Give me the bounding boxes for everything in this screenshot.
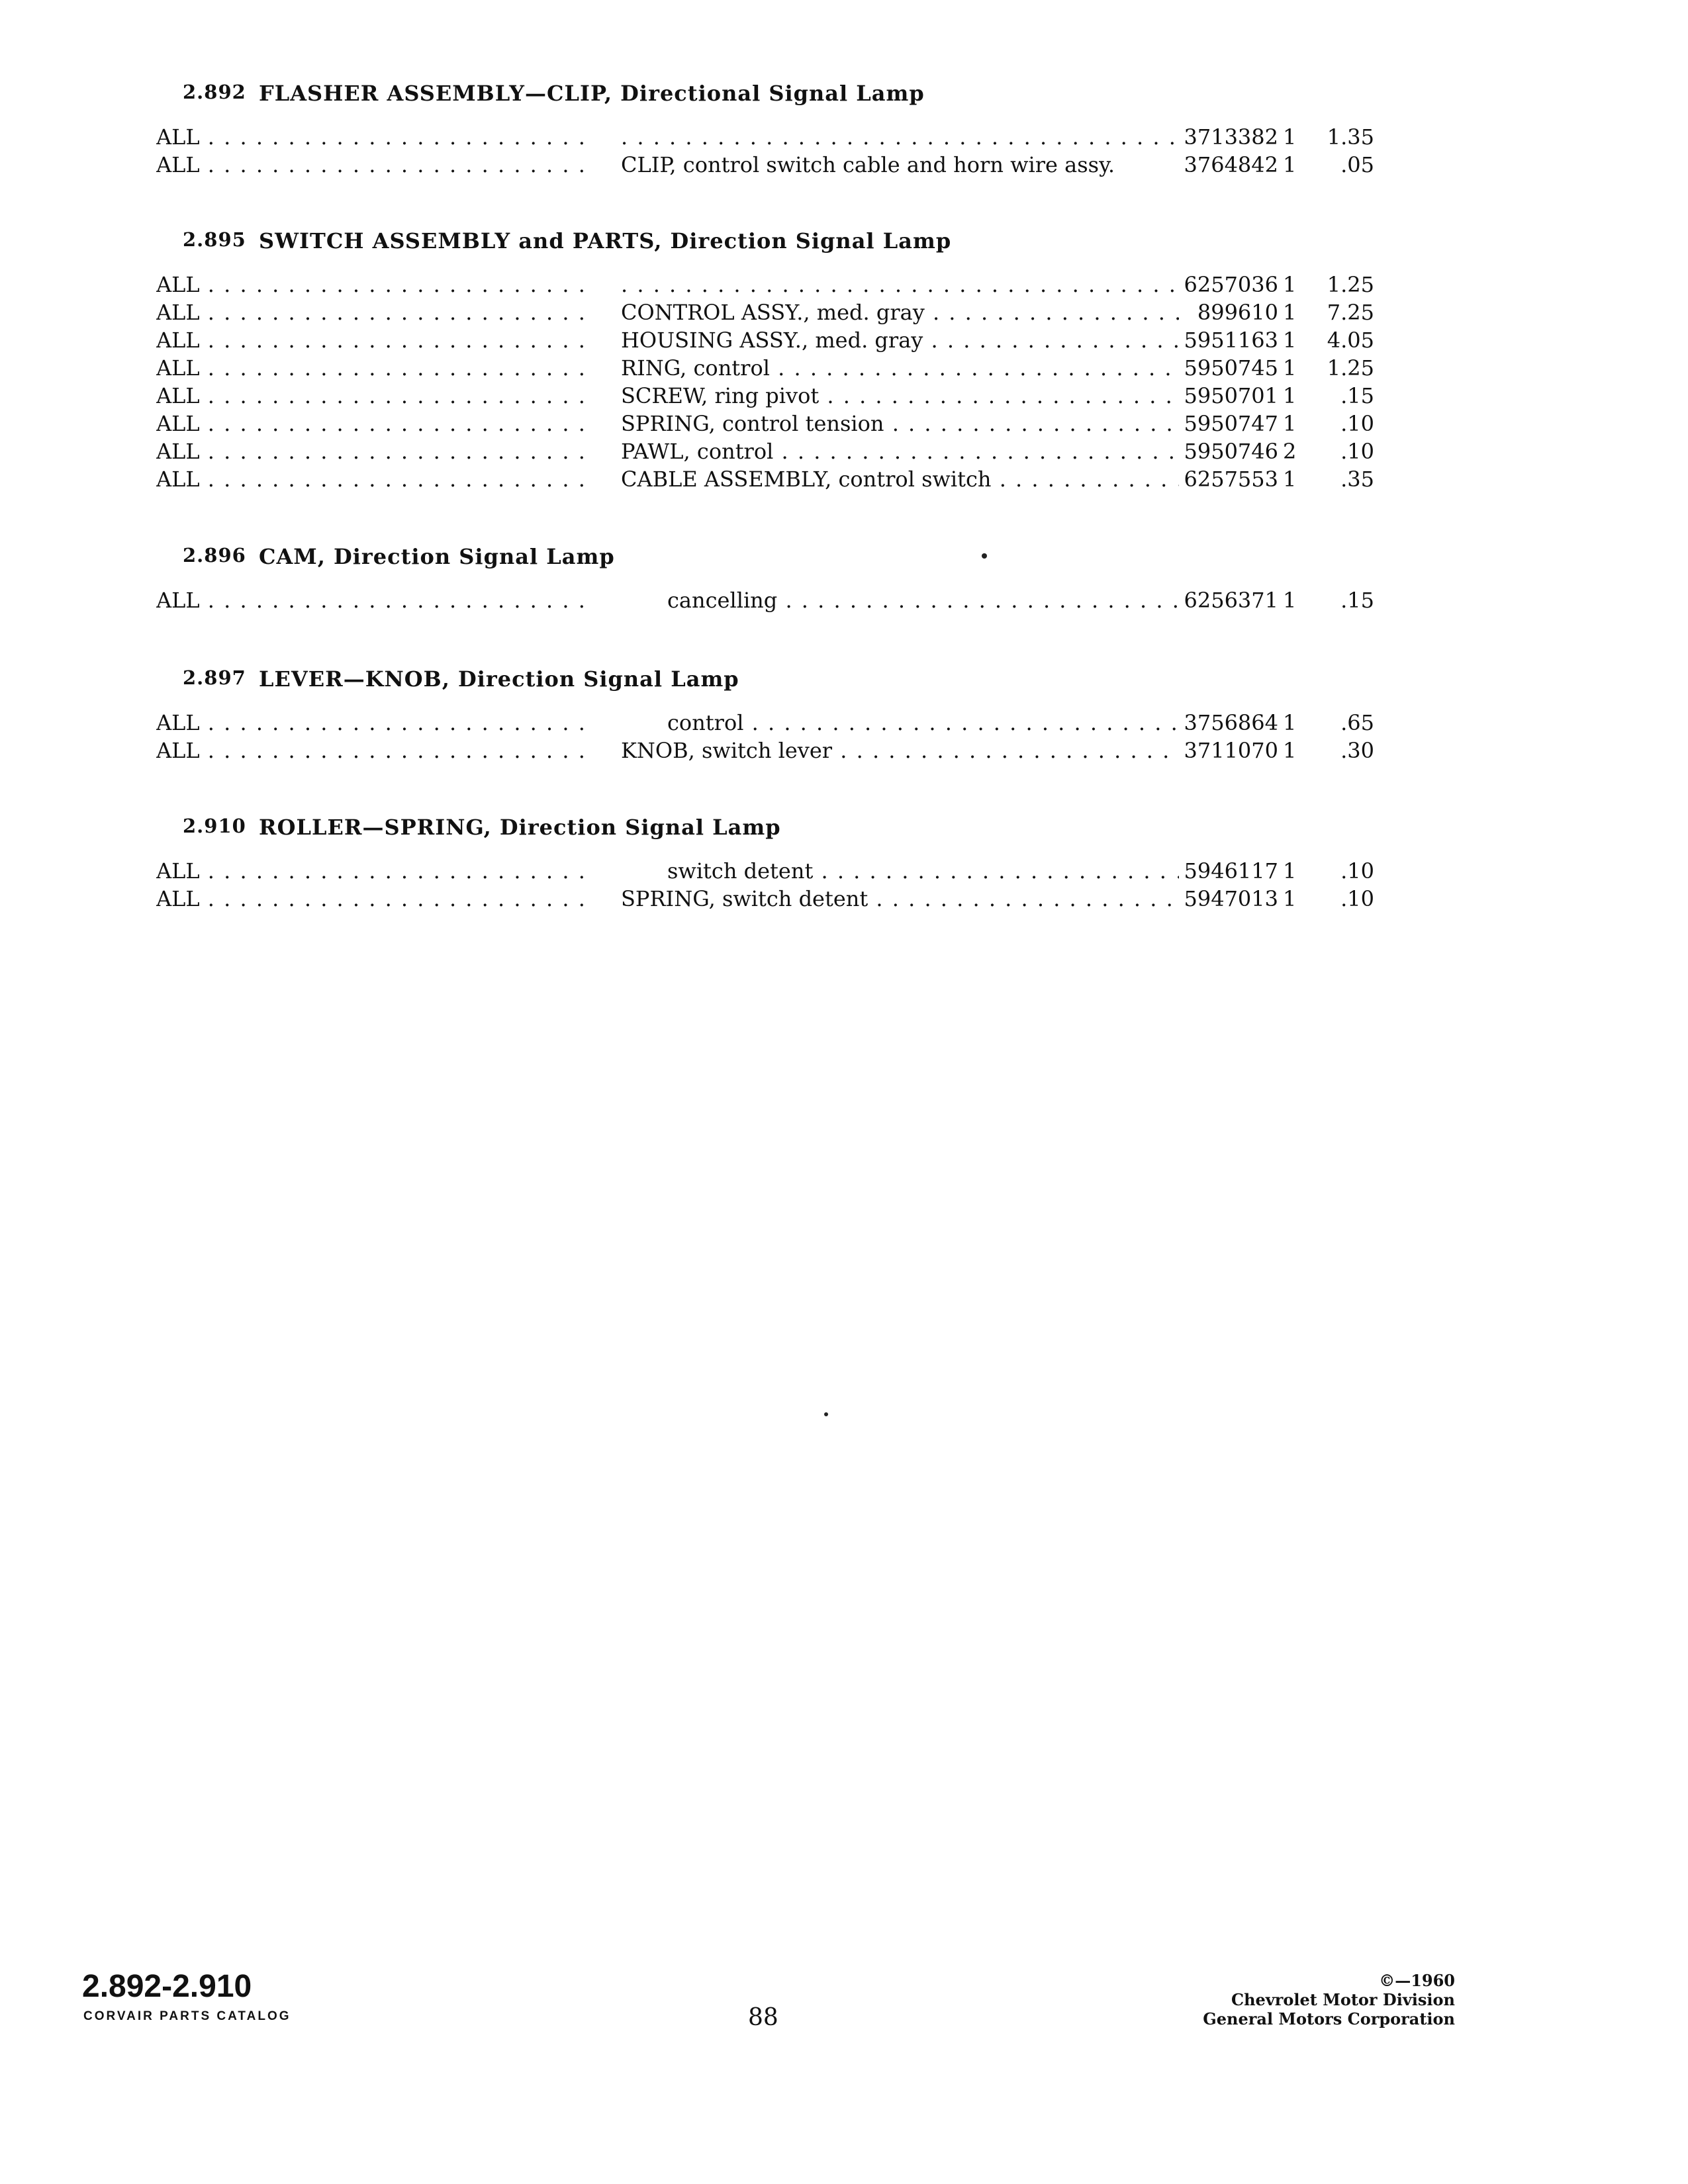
model-cell: ALL . . . bbox=[156, 300, 583, 325]
price-cell: .10 bbox=[1340, 886, 1374, 911]
section-title: ROLLER—SPRING, Direction Signal Lamp bbox=[259, 815, 781, 840]
description-cell bbox=[621, 124, 1255, 150]
description-cell: control . . . bbox=[621, 710, 1255, 735]
quantity-cell: 1 bbox=[1283, 467, 1297, 492]
section-2-896 bbox=[156, 544, 1374, 615]
description-cell: RING, control . . . bbox=[621, 355, 1255, 381]
part-number-cell: 5950747 bbox=[1179, 411, 1278, 436]
page-number: 88 bbox=[748, 2004, 778, 2031]
part-number-cell: 6257553 bbox=[1179, 467, 1278, 492]
model-cell: ALL . . . bbox=[156, 886, 583, 911]
footer-catalog-name: CORVAIR PARTS CATALOG bbox=[83, 2009, 291, 2023]
table-row bbox=[156, 152, 1374, 180]
section-2-897 bbox=[156, 666, 1374, 766]
footer-section-range: 2.892-2.910 bbox=[82, 1969, 252, 2004]
description-cell: HOUSING ASSY., med. gray . . . bbox=[621, 328, 1255, 353]
table-row bbox=[156, 738, 1374, 766]
price-cell: .65 bbox=[1340, 710, 1374, 735]
part-number-cell: 5947013 bbox=[1179, 886, 1278, 911]
quantity-cell: 1 bbox=[1283, 355, 1297, 381]
price-cell: .15 bbox=[1340, 588, 1374, 613]
section-title: CAM, Direction Signal Lamp bbox=[259, 544, 615, 569]
price-cell: .10 bbox=[1340, 858, 1374, 884]
table-row bbox=[156, 124, 1374, 152]
section-heading bbox=[156, 815, 1374, 854]
description-cell: PAWL, control . . . bbox=[621, 439, 1255, 464]
model-cell: ALL . . . bbox=[156, 588, 583, 613]
section-number: 2.910 bbox=[183, 815, 246, 837]
section-heading bbox=[156, 544, 1374, 584]
table-row bbox=[156, 439, 1374, 467]
section-title: FLASHER ASSEMBLY—CLIP, Directional Signal Lamp bbox=[259, 81, 925, 106]
model-cell: ALL . . . bbox=[156, 383, 583, 408]
model-cell: ALL . . . bbox=[156, 738, 583, 763]
table-row bbox=[156, 467, 1374, 494]
price-cell: .15 bbox=[1340, 383, 1374, 408]
quantity-cell: 1 bbox=[1283, 383, 1297, 408]
quantity-cell: 2 bbox=[1283, 439, 1297, 464]
description-cell: CLIP, control switch cable and horn wire assy. bbox=[621, 152, 1115, 177]
part-number-cell: 6256371 bbox=[1179, 588, 1278, 613]
model-cell: ALL . . . bbox=[156, 355, 583, 381]
parts-table bbox=[156, 588, 1374, 615]
quantity-cell: 1 bbox=[1283, 588, 1297, 613]
part-number-cell: 3711070 bbox=[1179, 738, 1278, 763]
quantity-cell: 1 bbox=[1283, 124, 1297, 150]
description-cell: cancelling . . . bbox=[621, 588, 1255, 613]
model-cell: ALL . . . bbox=[156, 467, 583, 492]
table-row bbox=[156, 383, 1374, 411]
quantity-cell: 1 bbox=[1283, 411, 1297, 436]
parts-table bbox=[156, 858, 1374, 914]
copyright-year: ©—1960 bbox=[1379, 1971, 1455, 1990]
section-title: LEVER—KNOB, Direction Signal Lamp bbox=[259, 666, 739, 692]
section-number: 2.895 bbox=[183, 228, 246, 251]
table-row bbox=[156, 355, 1374, 383]
quantity-cell: 1 bbox=[1283, 328, 1297, 353]
table-row bbox=[156, 710, 1374, 738]
model-cell: ALL . . . bbox=[156, 328, 583, 353]
model-cell: ALL . . . bbox=[156, 439, 583, 464]
model-cell: ALL . . . bbox=[156, 272, 583, 297]
description-cell: CONTROL ASSY., med. gray . . . bbox=[621, 300, 1255, 325]
copyright-division: Chevrolet Motor Division bbox=[1231, 1990, 1455, 2009]
table-row bbox=[156, 411, 1374, 439]
part-number-cell: 3764842 bbox=[1179, 152, 1278, 177]
price-cell: .35 bbox=[1340, 467, 1374, 492]
part-number-cell: 3713382 bbox=[1179, 124, 1278, 150]
model-cell: ALL . . . bbox=[156, 124, 583, 150]
model-cell: ALL . . . bbox=[156, 858, 583, 884]
table-row bbox=[156, 886, 1374, 914]
quantity-cell: 1 bbox=[1283, 858, 1297, 884]
section-number: 2.892 bbox=[183, 81, 246, 103]
price-cell: .10 bbox=[1340, 411, 1374, 436]
part-number-cell: 5950746 bbox=[1179, 439, 1278, 464]
section-heading bbox=[156, 81, 1374, 120]
part-number-cell: 899610 bbox=[1179, 300, 1278, 325]
part-number-cell: 5946117 bbox=[1179, 858, 1278, 884]
description-cell: SPRING, switch detent . . . bbox=[621, 886, 1255, 911]
section-2-910 bbox=[156, 815, 1374, 914]
table-row bbox=[156, 328, 1374, 355]
description-cell: CABLE ASSEMBLY, control switch . . . bbox=[621, 467, 1255, 492]
quantity-cell: 1 bbox=[1283, 738, 1297, 763]
price-cell: 7.25 bbox=[1327, 300, 1374, 325]
section-heading bbox=[156, 666, 1374, 706]
part-number-cell: 5950701 bbox=[1179, 383, 1278, 408]
description-cell bbox=[621, 272, 1255, 297]
part-number-cell: 6257036 bbox=[1179, 272, 1278, 297]
quantity-cell: 1 bbox=[1283, 710, 1297, 735]
section-number: 2.897 bbox=[183, 666, 246, 689]
description-cell: switch detent . . . bbox=[621, 858, 1255, 884]
price-cell: .05 bbox=[1340, 152, 1374, 177]
description-cell: SCREW, ring pivot . . . bbox=[621, 383, 1255, 408]
parts-table bbox=[156, 710, 1374, 766]
model-cell: ALL . . . bbox=[156, 411, 583, 436]
part-number-cell: 5951163 bbox=[1179, 328, 1278, 353]
table-row bbox=[156, 588, 1374, 615]
section-2-895 bbox=[156, 228, 1374, 494]
quantity-cell: 1 bbox=[1283, 300, 1297, 325]
quantity-cell: 1 bbox=[1283, 272, 1297, 297]
parts-table bbox=[156, 272, 1374, 494]
section-2-892 bbox=[156, 81, 1374, 180]
quantity-cell: 1 bbox=[1283, 152, 1297, 177]
table-row bbox=[156, 300, 1374, 328]
price-cell: 4.05 bbox=[1327, 328, 1374, 353]
scan-speck bbox=[824, 1412, 828, 1416]
description-cell: SPRING, control tension . . . bbox=[621, 411, 1255, 436]
model-cell: ALL . . . bbox=[156, 710, 583, 735]
quantity-cell: 1 bbox=[1283, 886, 1297, 911]
price-cell: 1.25 bbox=[1327, 272, 1374, 297]
price-cell: 1.25 bbox=[1327, 355, 1374, 381]
model-cell: ALL . . . bbox=[156, 152, 583, 177]
price-cell: .30 bbox=[1340, 738, 1374, 763]
section-number: 2.896 bbox=[183, 544, 246, 567]
copyright-block bbox=[1203, 1971, 1455, 2028]
price-cell: .10 bbox=[1340, 439, 1374, 464]
scan-speck bbox=[982, 553, 987, 559]
part-number-cell: 5950745 bbox=[1179, 355, 1278, 381]
table-row bbox=[156, 858, 1374, 886]
table-row bbox=[156, 272, 1374, 300]
section-heading bbox=[156, 228, 1374, 268]
parts-table bbox=[156, 124, 1374, 180]
price-cell: 1.35 bbox=[1327, 124, 1374, 150]
section-title: SWITCH ASSEMBLY and PARTS, Direction Signal Lamp bbox=[259, 228, 952, 253]
part-number-cell: 3756864 bbox=[1179, 710, 1278, 735]
description-cell: KNOB, switch lever . . . bbox=[621, 738, 1255, 763]
copyright-corporation: General Motors Corporation bbox=[1203, 2009, 1455, 2028]
